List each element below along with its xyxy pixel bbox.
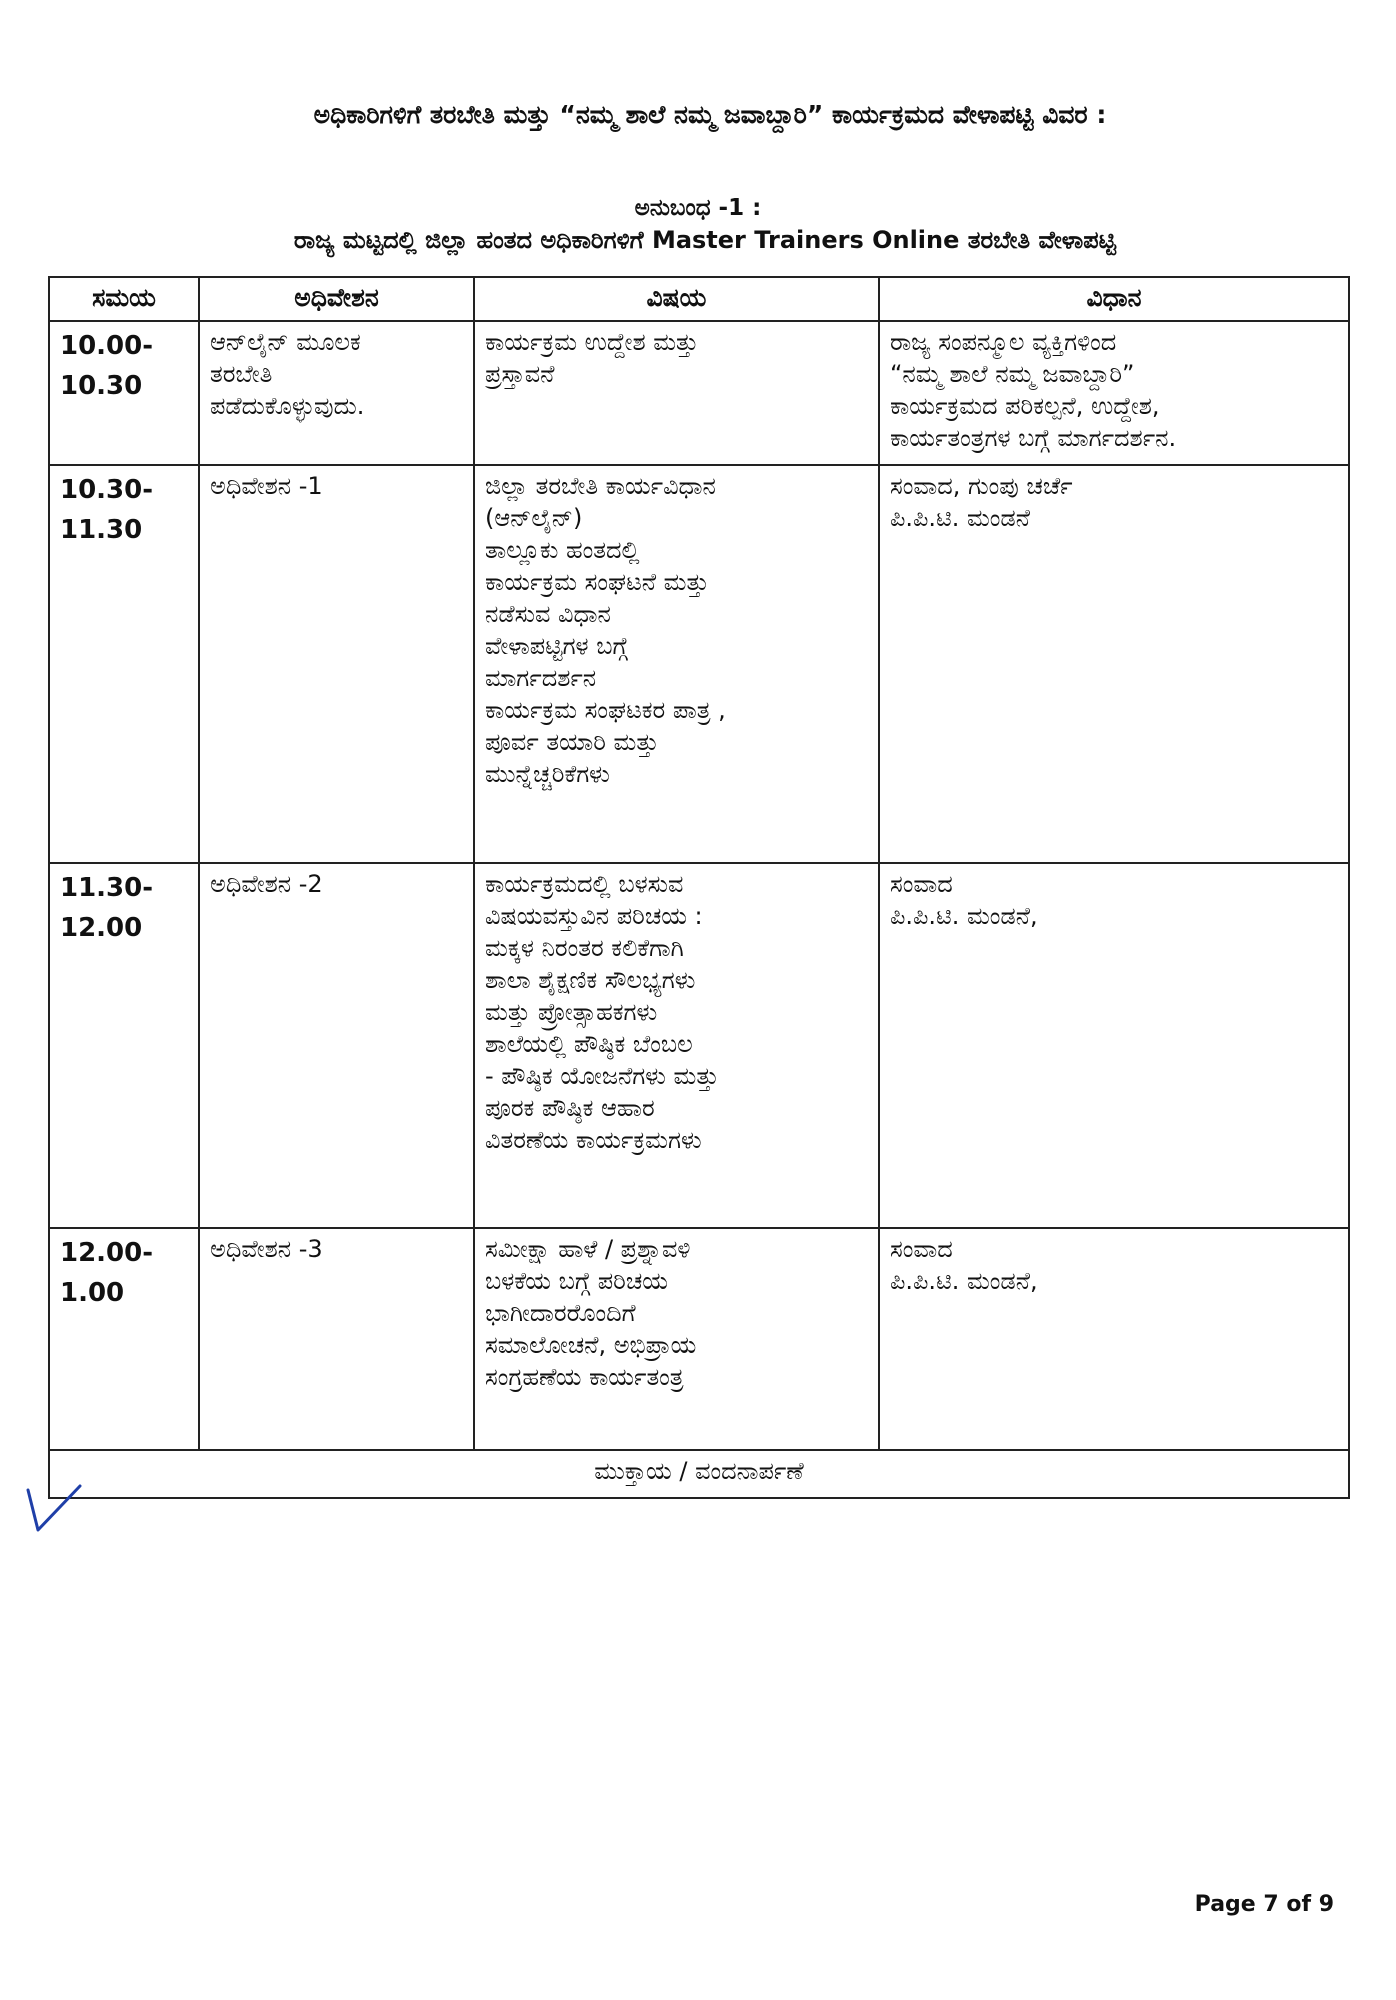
method-line: ಕಾರ್ಯತಂತ್ರಗಳ ಬಗ್ಗೆ ಮಾರ್ಗದರ್ಶನ. — [890, 424, 1177, 452]
topic-cell — [474, 321, 879, 465]
table-row — [49, 1228, 1349, 1450]
document-heading: ಅಧಿಕಾರಿಗಳಿಗೆ ತರಬೇತಿ ಮತ್ತು “ನಮ್ಮ ಶಾಲೆ ನಮ್ಮ ಜವಾಬ್ದಾರಿ” ಕಾರ್ಯಕ್ರಮದ ವೇಳಾಪಟ್ಟಿ ವಿವರ : — [313, 100, 1107, 129]
session-line: ಅಧಿವೇಶನ -1 — [210, 472, 323, 500]
topic-line: - ಪೌಷ್ಠಿಕ ಯೋಜನೆಗಳು ಮತ್ತು — [485, 1062, 719, 1090]
table-row — [49, 465, 1349, 863]
time-cell — [49, 465, 199, 863]
header-topic: ವಿಷಯ — [474, 277, 879, 321]
topic-line: ನಡೆಸುವ ವಿಧಾನ — [485, 600, 611, 628]
time-cell — [49, 1228, 199, 1450]
topic-line: ಪ್ರಸ್ತಾವನೆ — [485, 360, 555, 388]
topic-line: ಶಾಲೆಯಲ್ಲಿ ಪೌಷ್ಠಿಕ ಬೆಂಬಲ — [485, 1030, 693, 1058]
topic-line: ಸಮೀಕ್ಷಾ ಹಾಳೆ / ಪ್ರಶ್ನಾವಳಿ — [485, 1235, 691, 1263]
table-row — [49, 863, 1349, 1228]
method-line: ಪಿ.ಪಿ.ಟಿ. ಮಂಡನೆ, — [890, 1267, 1038, 1295]
time-start: 10.30- — [60, 475, 154, 505]
method-line: ಪಿ.ಪಿ.ಟಿ. ಮಂಡನೆ — [890, 504, 1031, 532]
topic-line: ಬಳಕೆಯ ಬಗ್ಗೆ ಪರಿಚಯ — [485, 1267, 668, 1295]
method-line: ಸಂವಾದ — [890, 870, 953, 898]
annex-label: ಅನುಬಂಧ -1 : — [634, 195, 762, 221]
time-end: 10.30 — [60, 371, 143, 401]
topic-cell — [474, 1228, 879, 1450]
session-cell — [199, 863, 474, 1228]
method-line: ಸಂವಾದ, ಗುಂಪು ಚರ್ಚೆ — [890, 472, 1073, 500]
topic-line: ತಾಲ್ಲೂಕು ಹಂತದಲ್ಲಿ — [485, 536, 640, 564]
topic-line: ಮುನ್ನೆಚ್ಚರಿಕೆಗಳು — [485, 760, 610, 788]
method-cell — [879, 465, 1349, 863]
session-cell — [199, 1228, 474, 1450]
topic-line: (ಆನ್‌ಲೈನ್) — [485, 504, 583, 532]
checkmark-icon — [24, 1478, 84, 1538]
time-cell — [49, 863, 199, 1228]
time-start: 12.00- — [60, 1238, 154, 1268]
method-line: “ನಮ್ಮ ಶಾಲೆ ನಮ್ಮ ಜವಾಬ್ದಾರಿ” — [890, 360, 1135, 388]
topic-line: ಕಾರ್ಯಕ್ರಮ ಉದ್ದೇಶ ಮತ್ತು — [485, 328, 699, 356]
header-method: ವಿಧಾನ — [879, 277, 1349, 321]
session-line: ಅಧಿವೇಶನ -2 — [210, 870, 323, 898]
topic-line: ಪೂರಕ ಪೌಷ್ಠಿಕ ಆಹಾರ — [485, 1094, 655, 1122]
method-line: ರಾಜ್ಯ ಸಂಪನ್ಮೂಲ ವ್ಯಕ್ತಿಗಳಿಂದ — [890, 328, 1117, 356]
topic-line: ಸಮಾಲೋಚನೆ, ಅಭಿಪ್ರಾಯ — [485, 1331, 697, 1359]
header-session: ಅಧಿವೇಶನ — [199, 277, 474, 321]
time-end: 12.00 — [60, 913, 143, 943]
closing-cell: ಮುಕ್ತಾಯ / ವಂದನಾರ್ಪಣೆ — [49, 1450, 1349, 1498]
session-cell — [199, 465, 474, 863]
topic-line: ಮತ್ತು ಪ್ರೋತ್ಸಾಹಕಗಳು — [485, 998, 658, 1026]
session-line: ತರಬೇತಿ — [210, 360, 273, 388]
schedule-subtitle: ರಾಜ್ಯ ಮಟ್ಟದಲ್ಲಿ ಜಿಲ್ಲಾ ಹಂತದ ಅಧಿಕಾರಿಗಳಿಗೆ Master Trainers Online ತರಬೇತಿ ವೇಳಾಪಟ್ಟಿ — [293, 226, 1117, 254]
session-line: ಪಡೆದುಕೊಳ್ಳುವುದು. — [210, 392, 365, 420]
time-cell — [49, 321, 199, 465]
table-header-row — [49, 277, 1349, 321]
topic-line: ಸಂಗ್ರಹಣೆಯ ಕಾರ್ಯತಂತ್ರ — [485, 1363, 684, 1391]
header-time: ಸಮಯ — [49, 277, 199, 321]
topic-line: ಕಾರ್ಯಕ್ರಮ ಸಂಘಟನೆ ಮತ್ತು — [485, 568, 709, 596]
time-start: 10.00- — [60, 331, 154, 361]
closing-row — [49, 1450, 1349, 1498]
topic-line: ಜಿಲ್ಲಾ ತರಬೇತಿ ಕಾರ್ಯವಿಧಾನ — [485, 472, 716, 500]
topic-line: ಮಾರ್ಗದರ್ಶನ — [485, 664, 597, 692]
time-end: 11.30 — [60, 515, 143, 545]
topic-line: ಮಕ್ಕಳ ನಿರಂತರ ಕಲಿಕೆಗಾಗಿ — [485, 934, 684, 962]
session-cell — [199, 321, 474, 465]
topic-line: ಭಾಗೀದಾರರೊಂದಿಗೆ — [485, 1299, 636, 1327]
topic-cell — [474, 465, 879, 863]
topic-line: ಶಾಲಾ ಶೈಕ್ಷಣಿಕ ಸೌಲಭ್ಯಗಳು — [485, 966, 696, 994]
topic-line: ಪೂರ್ವ ತಯಾರಿ ಮತ್ತು — [485, 728, 659, 756]
topic-line: ಕಾರ್ಯಕ್ರಮ ಸಂಘಟಕರ ಪಾತ್ರ , — [485, 696, 726, 724]
topic-line: ವಿಷಯವಸ್ತುವಿನ ಪರಿಚಯ : — [485, 902, 703, 930]
session-line: ಆನ್‌ಲೈನ್ ಮೂಲಕ — [210, 328, 361, 356]
method-cell — [879, 1228, 1349, 1450]
topic-cell — [474, 863, 879, 1228]
time-end: 1.00 — [60, 1278, 125, 1308]
topic-line: ಕಾರ್ಯಕ್ರಮದಲ್ಲಿ ಬಳಸುವ — [485, 870, 684, 898]
time-start: 11.30- — [60, 873, 154, 903]
method-cell — [879, 863, 1349, 1228]
schedule-table — [48, 276, 1350, 1499]
method-line: ಪಿ.ಪಿ.ಟಿ. ಮಂಡನೆ, — [890, 902, 1038, 930]
method-line: ಕಾರ್ಯಕ್ರಮದ ಪರಿಕಲ್ಪನೆ, ಉದ್ದೇಶ, — [890, 392, 1160, 420]
method-line: ಸಂವಾದ — [890, 1235, 953, 1263]
method-cell — [879, 321, 1349, 465]
table-row — [49, 321, 1349, 465]
topic-line: ವಿತರಣೆಯ ಕಾರ್ಯಕ್ರಮಗಳು — [485, 1126, 702, 1154]
page-number: Page 7 of 9 — [1194, 1892, 1334, 1917]
topic-line: ವೇಳಾಪಟ್ಟಿಗಳ ಬಗ್ಗೆ — [485, 632, 628, 660]
session-line: ಅಧಿವೇಶನ -3 — [210, 1235, 323, 1263]
